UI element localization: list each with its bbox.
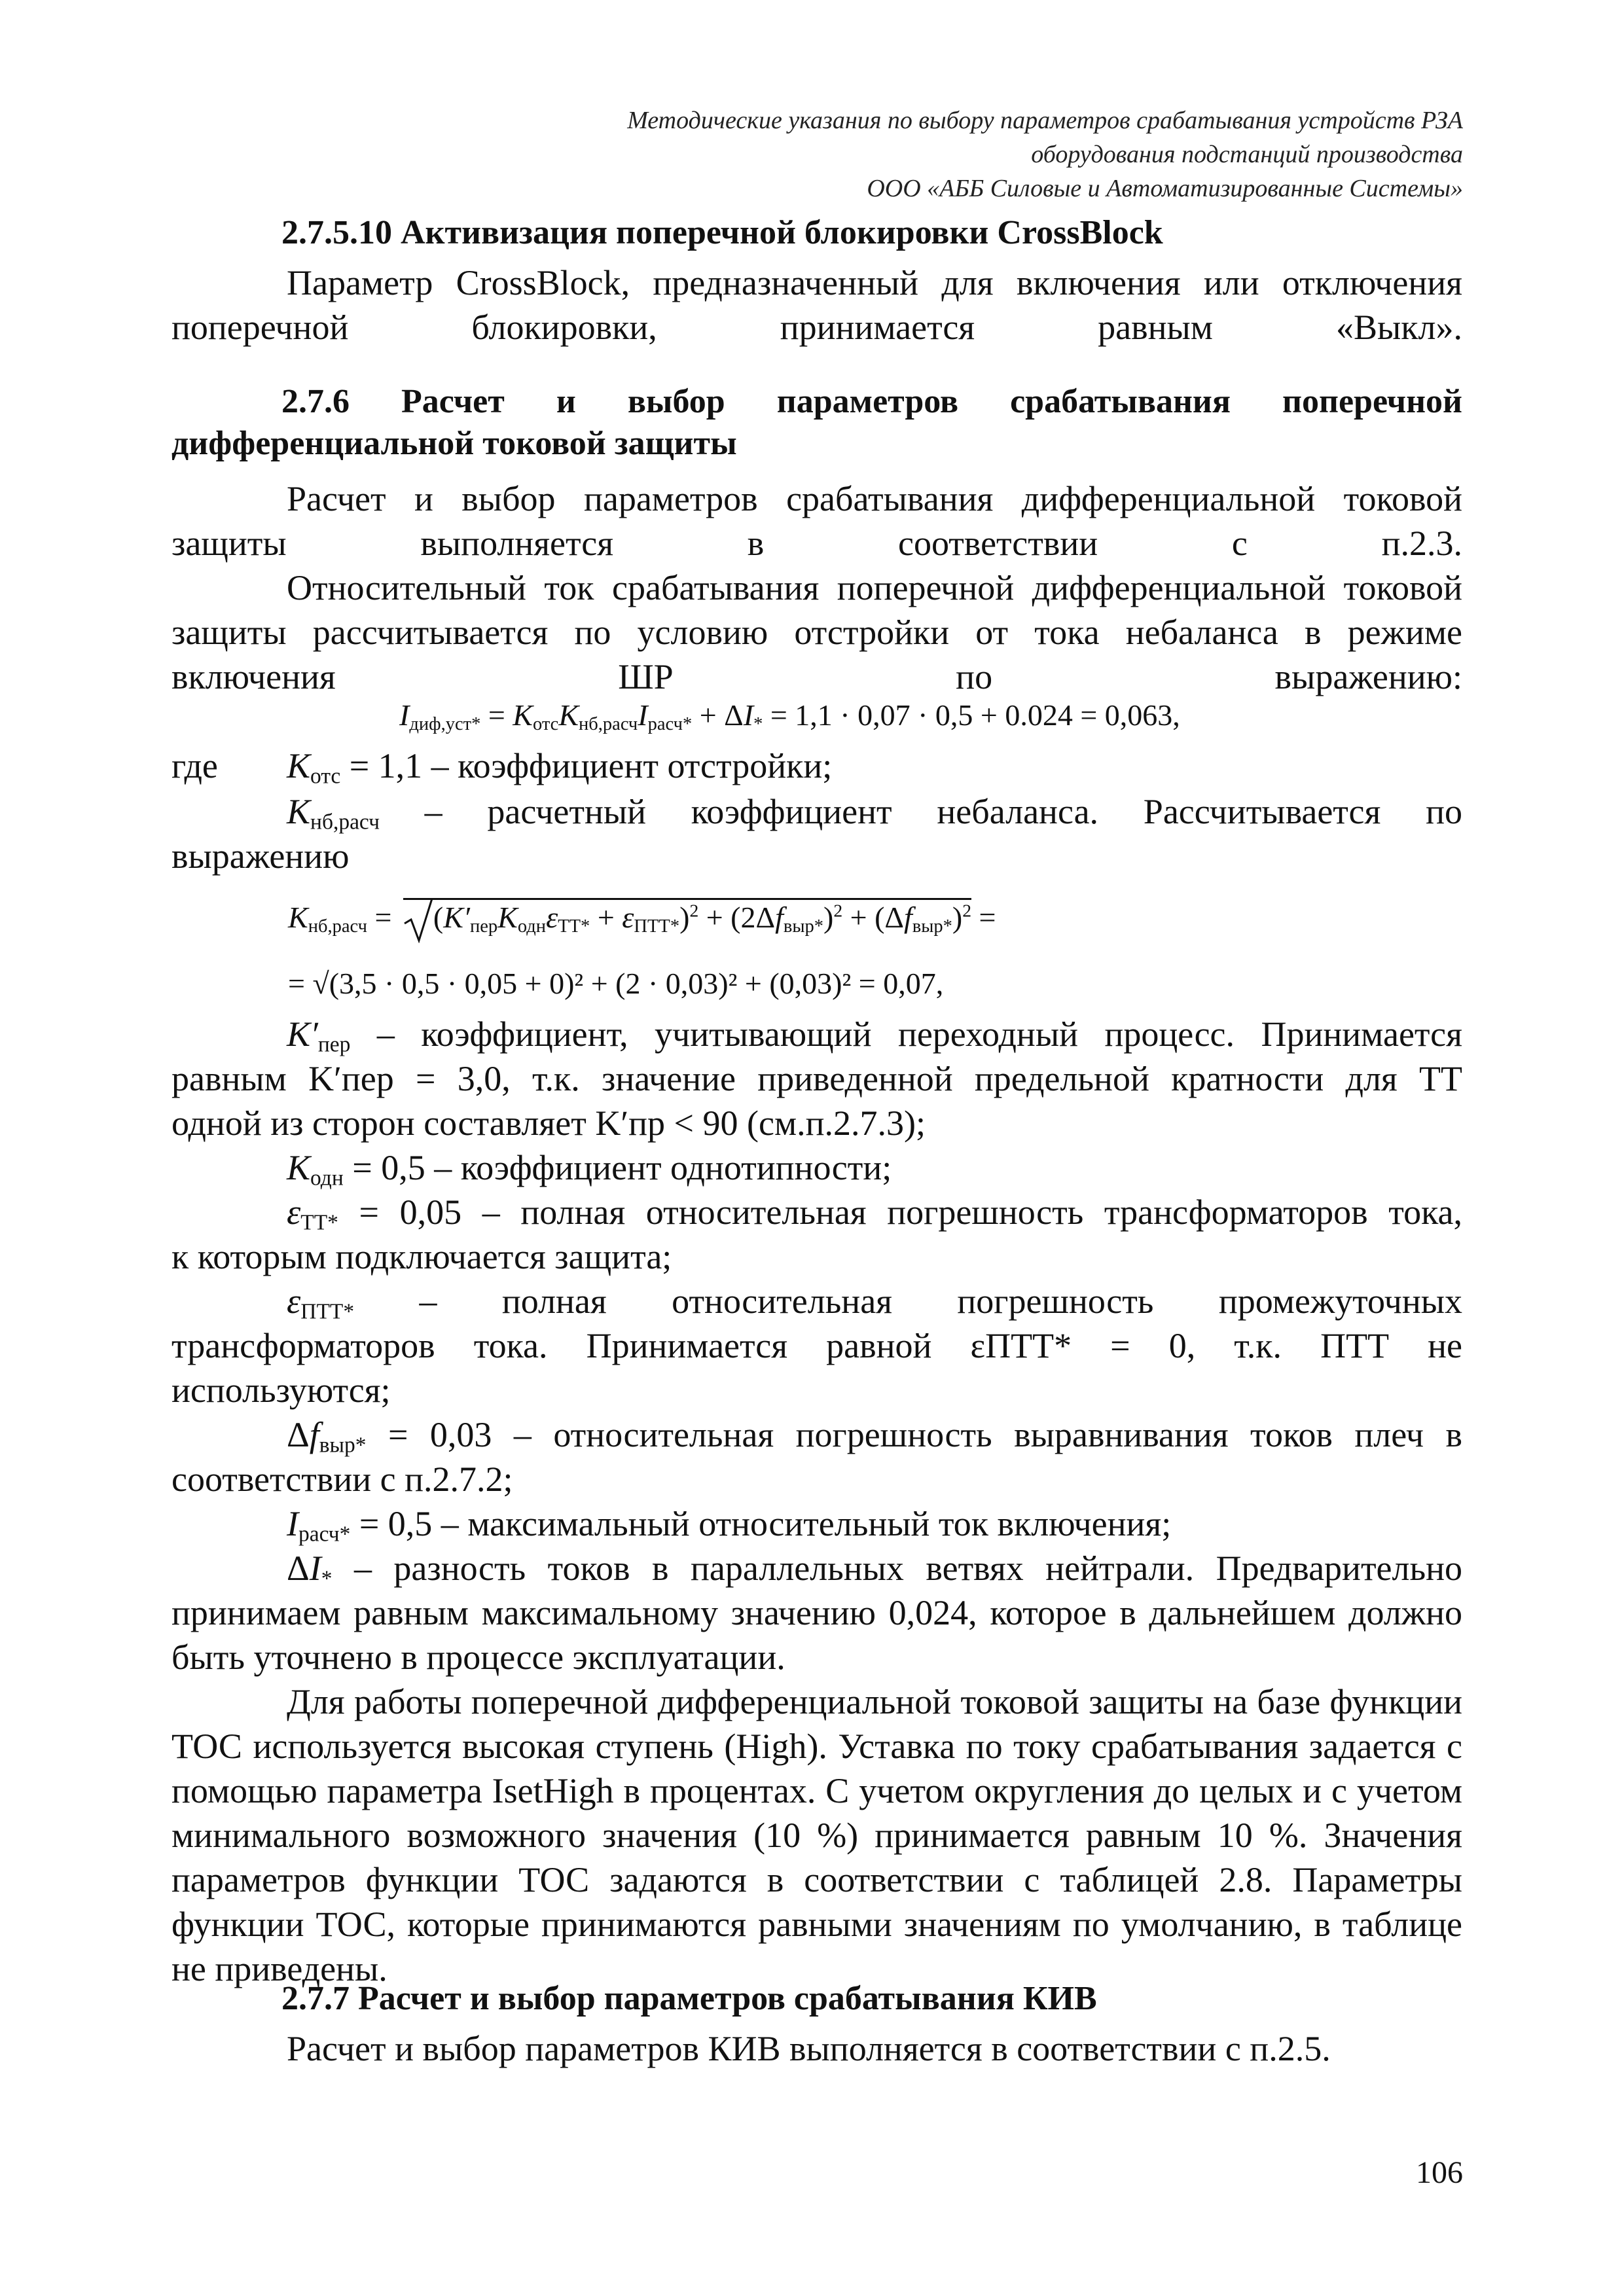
page-number: 106 — [1416, 2155, 1463, 2190]
k-per-definition-line3: одной из сторон составляет K′пр < 90 (см.п.2.7.3); — [171, 1103, 926, 1143]
section-2-7-5-10-heading: 2.7.5.10 Активизация поперечной блокировки CrossBlock — [281, 214, 1163, 251]
where-label: где — [171, 746, 218, 785]
section-2-7-7-text: Расчет и выбор параметров КИВ выполняется в соответствии с п.2.5. — [287, 2029, 1331, 2068]
section-2-7-7-heading: 2.7.7 Расчет и выбор параметров срабатывания КИВ — [281, 1980, 1097, 2017]
k-ots-definition: $K_{отс} = 1,1$ – коэффициент отстройки; — [287, 746, 833, 789]
equation-idif-ust: $I_{диф,уст*} = K_{отс}K_{нб,расч}I_{расч*} + \Delta I_* = 1,1 \cdot 0,07 \cdot 0,5 + 0.024 = 0,063$, — [399, 698, 1180, 735]
k-per-definition-line2: равным K′пер = 3,0, т.к. значение приведенной предельной кратности для ТТ — [171, 1059, 1462, 1098]
section-2-7-6-heading-line2: дифференциальной токовой защиты — [171, 425, 737, 462]
eps-ptt-definition-line1: $\varepsilon_{ПТТ*}$ – полная относительная погрешность промежуточных — [287, 1282, 1462, 1324]
df-vyr-text: = 0,03 – относительная погрешность выравнивания токов плеч в — [366, 1415, 1462, 1454]
k-odn-text: = 0,5 – коэффициент однотипности; — [343, 1148, 892, 1187]
equation-k-nb-formula: $K_{нб,расч}$ = $(K'_{пер}K_{одн}\varepsilon_{ТТ*} + \varepsilon_{ПТТ*})^2 + (2\Delta f_{выр*})^2 + (\Delta f_{выр*})^2$ = — [288, 898, 996, 935]
equation-idif-ust-rhs: = 1,1 · 0,07 · 0,5 + 0.024 = 0,063, — [770, 698, 1180, 732]
delta-i-definition: $\Delta I_*$ – разность токов в параллельных ветвях нейтрали. Предварительно принимаем равным максимальному значению 0,024, которое в дальнейшем должно быть уточнено в процессе эксплуатации. — [171, 1549, 1462, 1677]
eps-tt-text: = 0,05 – полная относительная погрешность трансформаторов тока, — [338, 1193, 1462, 1232]
equation-k-nb-values: = √(3,5 · 0,5 · 0,05 + 0)² + (2 · 0,03)² + (0,03)² = 0,07, — [288, 967, 944, 1000]
running-header-line2: оборудования подстанций производства — [1031, 141, 1463, 168]
section-2-7-6-paragraph1: Расчет и выбор параметров срабатывания дифференциальной токовой защиты выполняется в соответствии с п.2.3. — [171, 479, 1462, 563]
eps-ptt-text: – полная относительная погрешность промежуточных — [354, 1282, 1462, 1321]
k-nb-text: – расчетный коэффициент небаланса. Рассчитывается по — [379, 792, 1462, 831]
section-2-7-5-10-text: Параметр CrossBlock, предназначенный для включения или отключения поперечной блокировки, принимается равным «Выкл». — [171, 263, 1462, 347]
k-per-text: – коэффициент, учитывающий переходный процесс. Принимается — [350, 1014, 1462, 1054]
k-nb-definition-line1: $K_{нб,расч}$ – расчетный коэффициент небаланса. Рассчитывается по — [287, 792, 1462, 834]
eps-ptt-definition-line3: используются; — [171, 1371, 391, 1410]
k-ots-text: = 1,1 – коэффициент отстройки; — [340, 746, 833, 785]
running-header-line3: ООО «АББ Силовые и Автоматизированные Системы» — [867, 175, 1463, 202]
delta-i-text: – разность токов в параллельных ветвях нейтрали. Предварительно принимаем равным максимальному значению 0,024, которое в дальнейшем должно быть уточнено в процессе эксплуатации. — [171, 1549, 1462, 1677]
df-vyr-definition-line2: соответствии с п.2.7.2; — [171, 1460, 513, 1499]
sqrt-icon — [403, 897, 433, 943]
running-header-line1: Методические указания по выбору параметров срабатывания устройств РЗА — [627, 107, 1463, 134]
section-2-7-6-paragraph2: Относительный ток срабатывания поперечной дифференциальной токовой защиты рассчитывается по условию отстройки от тока небаланса в режиме включения ШР по выражению: — [171, 568, 1462, 696]
k-odn-definition: $K_{одн} = 0,5$ – коэффициент однотипности; — [287, 1148, 892, 1191]
section-2-7-6-heading-line1: 2.7.6 Расчет и выбор параметров срабатывания поперечной — [281, 383, 1462, 420]
section-2-7-6-paragraph3: Для работы поперечной дифференциальной токовой защиты на базе функции ТОС используется высокая ступень (High). Уставка по току срабатывания задается с помощью параметра IsetHigh в процентах. С учетом округления до целых и с учетом минимального возможного значения (10 %) принимается равным 10 %. Значения параметров функции ТОС задаются в соответствии с таблицей 2.8. Параметры функции ТОС, которые принимаются равными значениям по умолчанию, в таблице не приведены. — [171, 1682, 1462, 1988]
df-vyr-definition-line1: $\Delta f_{выр*} = 0,03$ – относительная погрешность выравнивания токов плеч в — [287, 1415, 1462, 1458]
k-per-definition-line1: $K'_{пер}$ – коэффициент, учитывающий переходный процесс. Принимается — [287, 1014, 1462, 1057]
k-nb-definition-line2: выражению — [171, 836, 350, 876]
eps-ptt-definition-line2: трансформаторов тока. Принимается равной εПТТ* = 0, т.к. ПТТ не — [171, 1326, 1462, 1365]
eps-tt-definition-line1: $\varepsilon_{ТТ*} = 0,05$ – полная относительная погрешность трансформаторов тока, — [287, 1193, 1462, 1235]
i-rasch-text: = 0,5 – максимальный относительный ток включения; — [350, 1504, 1172, 1543]
eps-tt-definition-line2: к которым подключается защита; — [171, 1237, 672, 1276]
i-rasch-definition: $I_{расч*} = 0,5$ – максимальный относительный ток включения; — [287, 1504, 1172, 1547]
